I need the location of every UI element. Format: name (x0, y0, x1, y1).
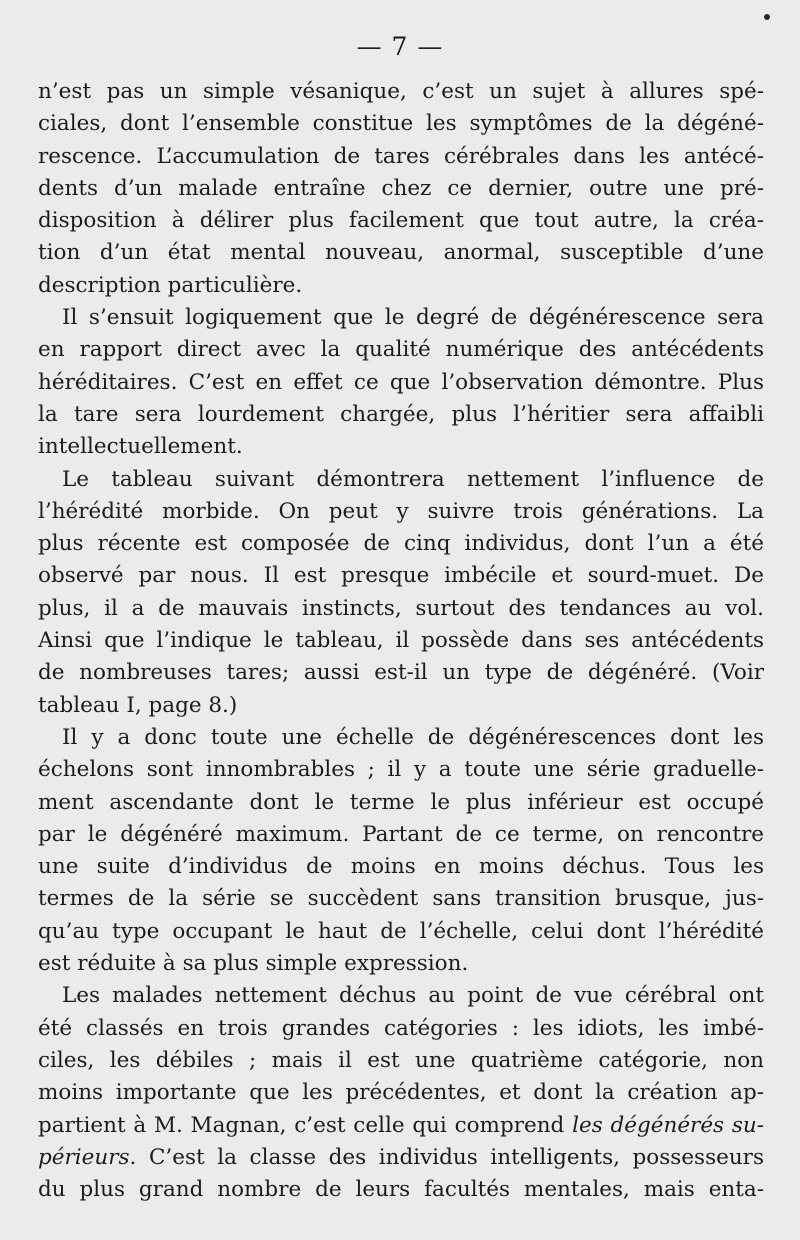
ink-speck (764, 14, 770, 20)
text-line: en rapport direct avec la qualité numérique des antécédents (38, 337, 764, 363)
text-line: dents d’un malade entraîne chez ce dernier, outre une pré- (38, 175, 764, 201)
text-line: de nombreuses tares; aussi est-il un type de dégénéré. (Voir (38, 660, 764, 686)
text-line: Les malades nettement déchus au point de vue cérébral ont (62, 983, 764, 1009)
text-line: du plus grand nombre de leurs facultés mentales, mais enta- (38, 1177, 764, 1203)
text-line: Le tableau suivant démontrera nettement l’influence de (62, 466, 764, 492)
text-line: termes de la série se succèdent sans transition brusque, jus- (38, 886, 764, 912)
text-line: ciles, les débiles ; mais il est une quatrième catégorie, non (38, 1047, 764, 1073)
text-line: échelons sont innombrables ; il y a toute une série graduelle- (38, 757, 764, 783)
text-line: plus, il a de mauvais instincts, surtout des tendances au vol. (38, 595, 764, 621)
text-line: rescence. L’accumulation de tares cérébrales dans les antécé- (38, 143, 764, 169)
text-line: Il y a donc toute une échelle de dégénérescences dont les (62, 724, 764, 750)
body-text (38, 76, 764, 1206)
text-line: héréditaires. C’est en effet ce que l’observation démontre. Plus (38, 369, 764, 395)
text-line: ciales, dont l’ensemble constitue les symptômes de la dégéné- (38, 111, 764, 137)
text-line: description particulière. (38, 272, 303, 298)
text-line: la tare sera lourdement chargée, plus l’héritier sera affaibli (38, 401, 764, 427)
text-line: par le dégénéré maximum. Partant de ce terme, on rencontre (38, 821, 764, 847)
text-line: été classés en trois grandes catégories : les idiots, les imbé- (38, 1015, 764, 1041)
text-line: périeurs. C’est la classe des individus intelligents, possesseurs (38, 1144, 764, 1170)
text-line: disposition à délirer plus facilement que tout autre, la créa- (38, 208, 764, 234)
text-line: qu’au type occupant le haut de l’échelle, celui dont l’hérédité (38, 918, 764, 944)
text-line: une suite d’individus de moins en moins déchus. Tous les (38, 854, 764, 880)
italic-text: les dégénérés su- (572, 1112, 764, 1138)
text-line: observé par nous. Il est presque imbécile et sourd-muet. De (38, 563, 764, 589)
text-line: ment ascendante dont le terme le plus inférieur est occupé (38, 789, 764, 815)
text-line: partient à M. Magnan, c’est celle qui comprend les dégénérés su- (38, 1112, 764, 1138)
text-line: n’est pas un simple vésanique, c’est un sujet à allures spé- (38, 79, 764, 104)
italic-text: périeurs (38, 1144, 130, 1170)
page-number: — 7 — (356, 32, 444, 61)
text-line: Ainsi que l’indique le tableau, il possède dans ses antécédents (38, 628, 764, 654)
text-line: moins importante que les précédentes, et dont la création ap- (38, 1080, 764, 1106)
text-line: tableau I, page 8.) (38, 692, 238, 718)
text-line: tion d’un état mental nouveau, anormal, susceptible d’une (38, 240, 764, 266)
text-line: l’hérédité morbide. On peut y suivre trois générations. La (38, 498, 764, 524)
text-line: est réduite à sa plus simple expression. (38, 951, 469, 977)
text-line: plus récente est composée de cinq individus, dont l’un a été (38, 531, 764, 557)
text-line: Il s’ensuit logiquement que le degré de dégénérescence sera (62, 305, 764, 331)
text-line: intellectuellement. (38, 434, 243, 460)
